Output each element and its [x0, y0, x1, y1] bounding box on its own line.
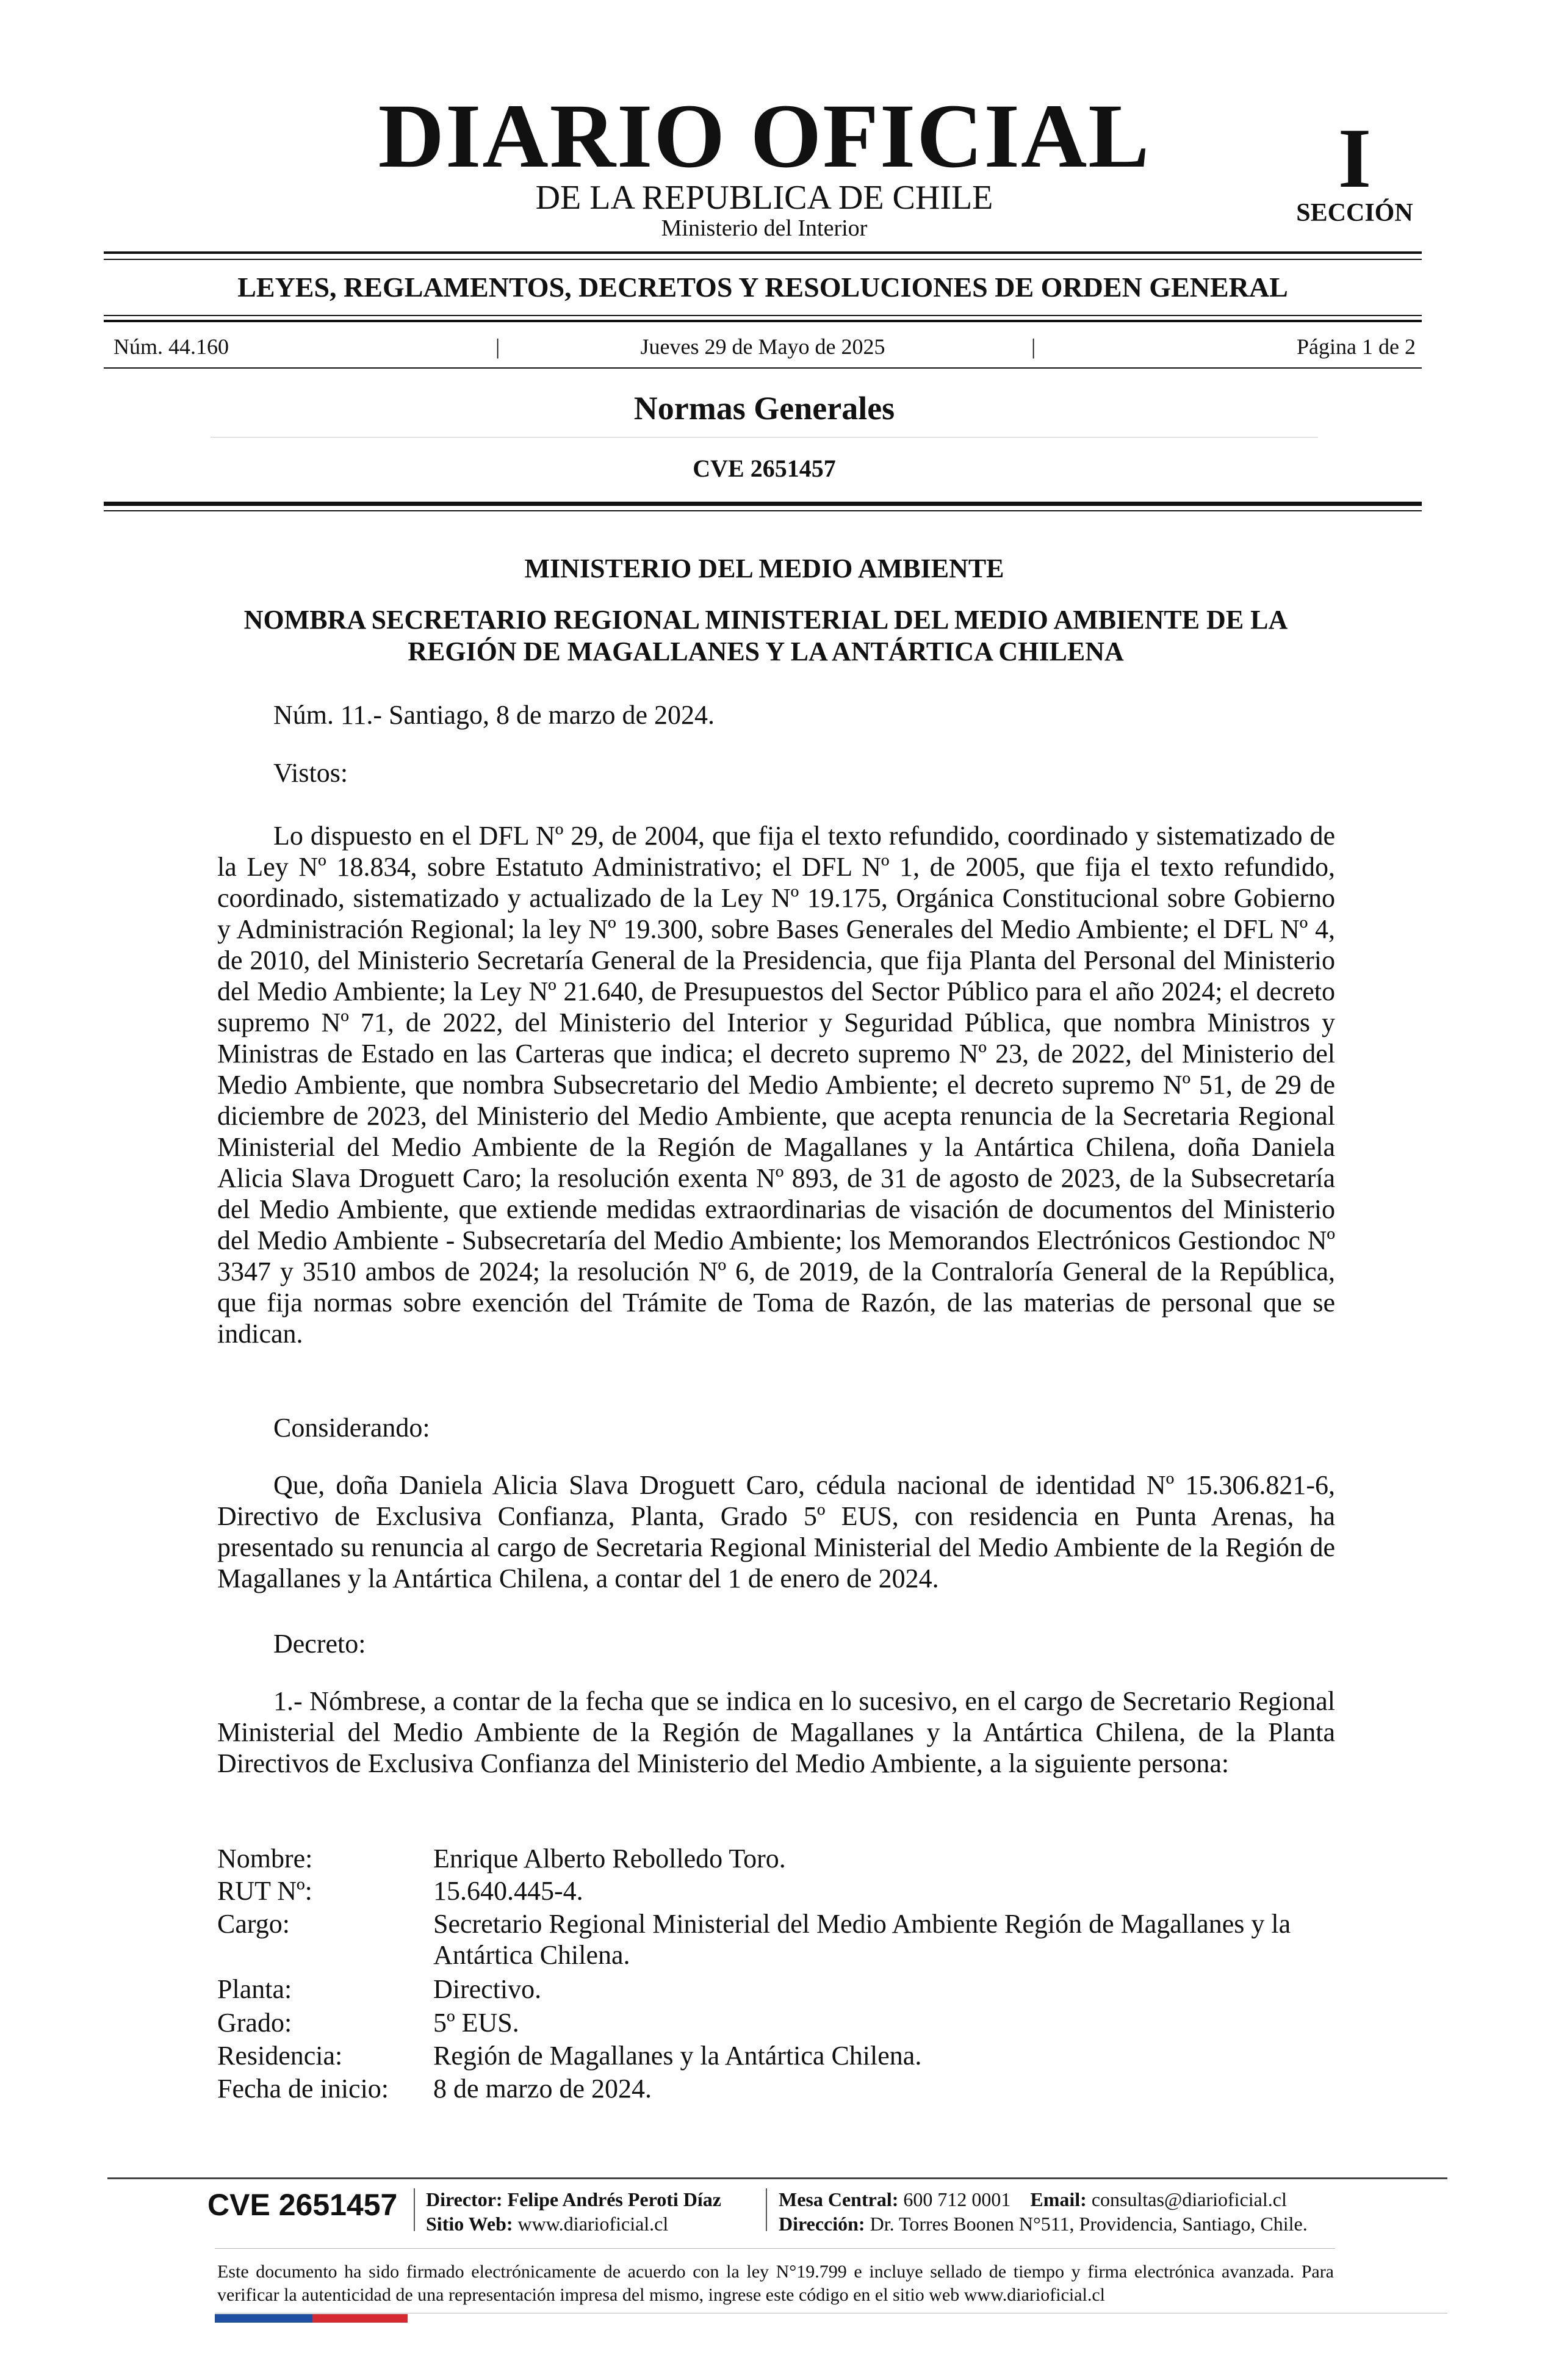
- considerando-paragraph: Que, doña Daniela Alicia Slava Droguett Caro, cédula nacional de identidad Nº 15.306.821-6, Directivo de Exclusiva Confianza, Planta, Grado 5º EUS, con residencia en Punta Arenas, ha presentado su renuncia al cargo de Secretaria Regional Ministerial del Medio Ambiente de la Región de Magallanes y la Antártica Chilena, a contar del 1 de enero de 2024.: [217, 1470, 1335, 1593]
- section-title-underline: [211, 437, 1318, 438]
- director-name: Felipe Andrés Peroti Díaz: [507, 2188, 721, 2210]
- cve-code: CVE 2651457: [693, 455, 836, 482]
- person-value: 15.640.445-4.: [433, 1876, 583, 1906]
- email-label: Email:: [1030, 2188, 1087, 2210]
- footer-separator: [414, 2188, 415, 2231]
- meta-separator: |: [1031, 334, 1036, 359]
- mesa-value: 600 712 0001: [903, 2188, 1011, 2210]
- footer-director-block: [426, 2187, 721, 2236]
- section-title: Normas Generales: [633, 390, 895, 427]
- person-label: Planta:: [217, 1974, 292, 2004]
- person-value: 8 de marzo de 2024.: [433, 2074, 652, 2104]
- section-number: I: [1338, 111, 1372, 206]
- person-row-planta: [217, 1974, 1340, 2005]
- email-link[interactable]: consultas@diarioficial.cl: [1091, 2188, 1287, 2210]
- vistos-heading: Vistos:: [273, 758, 348, 788]
- newspaper-subtitle: DE LA REPUBLICA DE CHILE: [535, 179, 993, 217]
- decreto-paragraph: 1.- Nómbrese, a contar de la fecha que se indica en lo sucesivo, en el cargo de Secretario Regional Ministerial del Medio Ambiente de la Región de Magallanes y la Antártica Chilena, de la Planta Directivos de Exclusiva Confianza del Ministerio del Medio Ambiente, a la siguiente persona:: [217, 1686, 1335, 1778]
- document-ministry: MINISTERIO DEL MEDIO AMBIENTE: [524, 554, 1004, 583]
- person-row-cargo: [217, 1908, 1340, 1971]
- person-value: Directivo.: [433, 1974, 542, 2004]
- document-title: NOMBRA SECRETARIO REGIONAL MINISTERIAL DEL MEDIO AMBIENTE DE LA REGIÓN DE MAGALLANES Y LA ANTÁRTICA CHILENA: [243, 605, 1288, 666]
- considerando-heading: Considerando:: [273, 1413, 430, 1443]
- flag-blue-bar: [215, 2314, 312, 2323]
- person-value: 5º EUS.: [433, 2008, 519, 2038]
- header-bottom-rule-thick: [104, 502, 1422, 506]
- decree-number-date: Núm. 11.- Santiago, 8 de marzo de 2024.: [273, 700, 715, 730]
- meta-separator: |: [495, 334, 500, 359]
- newspaper-title: DIARIO OFICIAL: [378, 85, 1151, 187]
- vistos-paragraph: Lo dispuesto en el DFL Nº 29, de 2004, que fija el texto refundido, coordinado y sistematizado de la Ley Nº 18.834, sobre Estatuto Administrativo; el DFL Nº 1, de 2005, que fija el texto refundido, coordinado, sistematizado y actualizado de la Ley Nº 19.175, Orgánica Constitucional sobre Gobierno y Administración Regional; la ley Nº 19.300, sobre Bases Generales del Medio Ambiente; el DFL Nº 4, de 2010, del Ministerio Secretaría General de la Presidencia, que fija Planta del Personal del Ministerio del Medio Ambiente; la Ley Nº 21.640, de Presupuestos del Sector Público para el año 2024; el decreto supremo Nº 71, de 2022, del Ministerio del Interior y Seguridad Pública, que nombra Ministros y Ministras de Estado en las Carteras que indica; el decreto supremo Nº 23, de 2022, del Ministerio del Medio Ambiente, que nombra Subsecretario del Medio Ambiente; el decreto supremo Nº 51, de 29 de diciembre de 2023, del Ministerio del Medio Ambiente, que acepta renuncia de la Secretaria Regional Ministerial del Medio Ambiente de la Región de Magallanes y la Antártica Chilena, doña Daniela Alicia Slava Droguett Caro; la resolución exenta Nº 893, de 31 de agosto de 2023, de la Subsecretaría del Medio Ambiente, que extiende medidas extraordinarias de visación de documentos del Ministerio del Medio Ambiente - Subsecretaría del Medio Ambiente; los Memorandos Electrónicos Gestiondoc Nº 3347 y 3510 ambos de 2024; la resolución Nº 6, de 2019, de la Contraloría General de la República, que fija normas sobre exención del Trámite de Toma de Razón, de las materias de personal que se indican.: [217, 821, 1335, 1349]
- banner-rule-thin: [104, 315, 1422, 316]
- masthead-rule-thin: [104, 259, 1422, 260]
- meta-rule: [104, 367, 1422, 369]
- web-link[interactable]: www.diarioficial.cl: [517, 2213, 669, 2235]
- person-row-residencia: [217, 2040, 1340, 2071]
- person-row-grado: [217, 2007, 1340, 2038]
- decreto-heading: Decreto:: [273, 1629, 366, 1659]
- footer-separator: [766, 2188, 767, 2231]
- director-label: Director:: [426, 2188, 503, 2210]
- person-value: Secretario Regional Ministerial del Medio Ambiente Región de Magallanes y la Antártica Chilena.: [433, 1909, 1291, 1970]
- person-label: Fecha de inicio:: [217, 2074, 389, 2104]
- masthead-rule-top: [104, 251, 1422, 254]
- person-value: Región de Magallanes y la Antártica Chilena.: [433, 2041, 922, 2071]
- section-label: SECCIÓN: [1296, 199, 1413, 227]
- person-label: Residencia:: [217, 2041, 343, 2071]
- footer-contact-block: [779, 2187, 1308, 2236]
- person-label: Cargo:: [217, 1909, 290, 1939]
- footer-top-rule: [107, 2177, 1447, 2179]
- person-label: RUT Nº:: [217, 1876, 312, 1906]
- person-value: Enrique Alberto Rebolledo Toro.: [433, 1844, 786, 1873]
- flag-red-bar: [312, 2314, 408, 2323]
- header-bottom-rule-thin: [104, 510, 1422, 511]
- newspaper-ministry: Ministerio del Interior: [661, 215, 868, 241]
- page-indicator: Página 1 de 2: [1297, 334, 1416, 359]
- address-value: Dr. Torres Boonen N°511, Providencia, Santiago, Chile.: [870, 2213, 1308, 2235]
- web-label: Sitio Web:: [426, 2213, 513, 2235]
- issue-date: Jueves 29 de Mayo de 2025: [640, 334, 885, 359]
- issue-number: Núm. 44.160: [113, 334, 229, 359]
- banner-text: LEYES, REGLAMENTOS, DECRETOS Y RESOLUCIONES DE ORDEN GENERAL: [237, 272, 1288, 303]
- footer-signature-note: Este documento ha sido firmado electrónicamente de acuerdo con la ley N°19.799 e incluye sellado de tiempo y firma electrónica avanzada. Para verificar la autenticidad de una representación impresa del mismo, ingrese este código en el sitio web www.diarioficial.cl: [217, 2262, 1334, 2305]
- address-label: Dirección:: [779, 2213, 865, 2235]
- person-row-rut: [217, 1875, 1340, 1906]
- banner-rule-thick: [104, 320, 1422, 322]
- footer-mid-rule: [215, 2248, 1335, 2249]
- person-label: Grado:: [217, 2008, 292, 2038]
- mesa-label: Mesa Central:: [779, 2188, 899, 2210]
- person-row-nombre: [217, 1843, 1340, 1874]
- person-row-fecha: [217, 2073, 1340, 2104]
- footer-cve-code: CVE 2651457: [207, 2188, 398, 2222]
- person-label: Nombre:: [217, 1844, 313, 1873]
